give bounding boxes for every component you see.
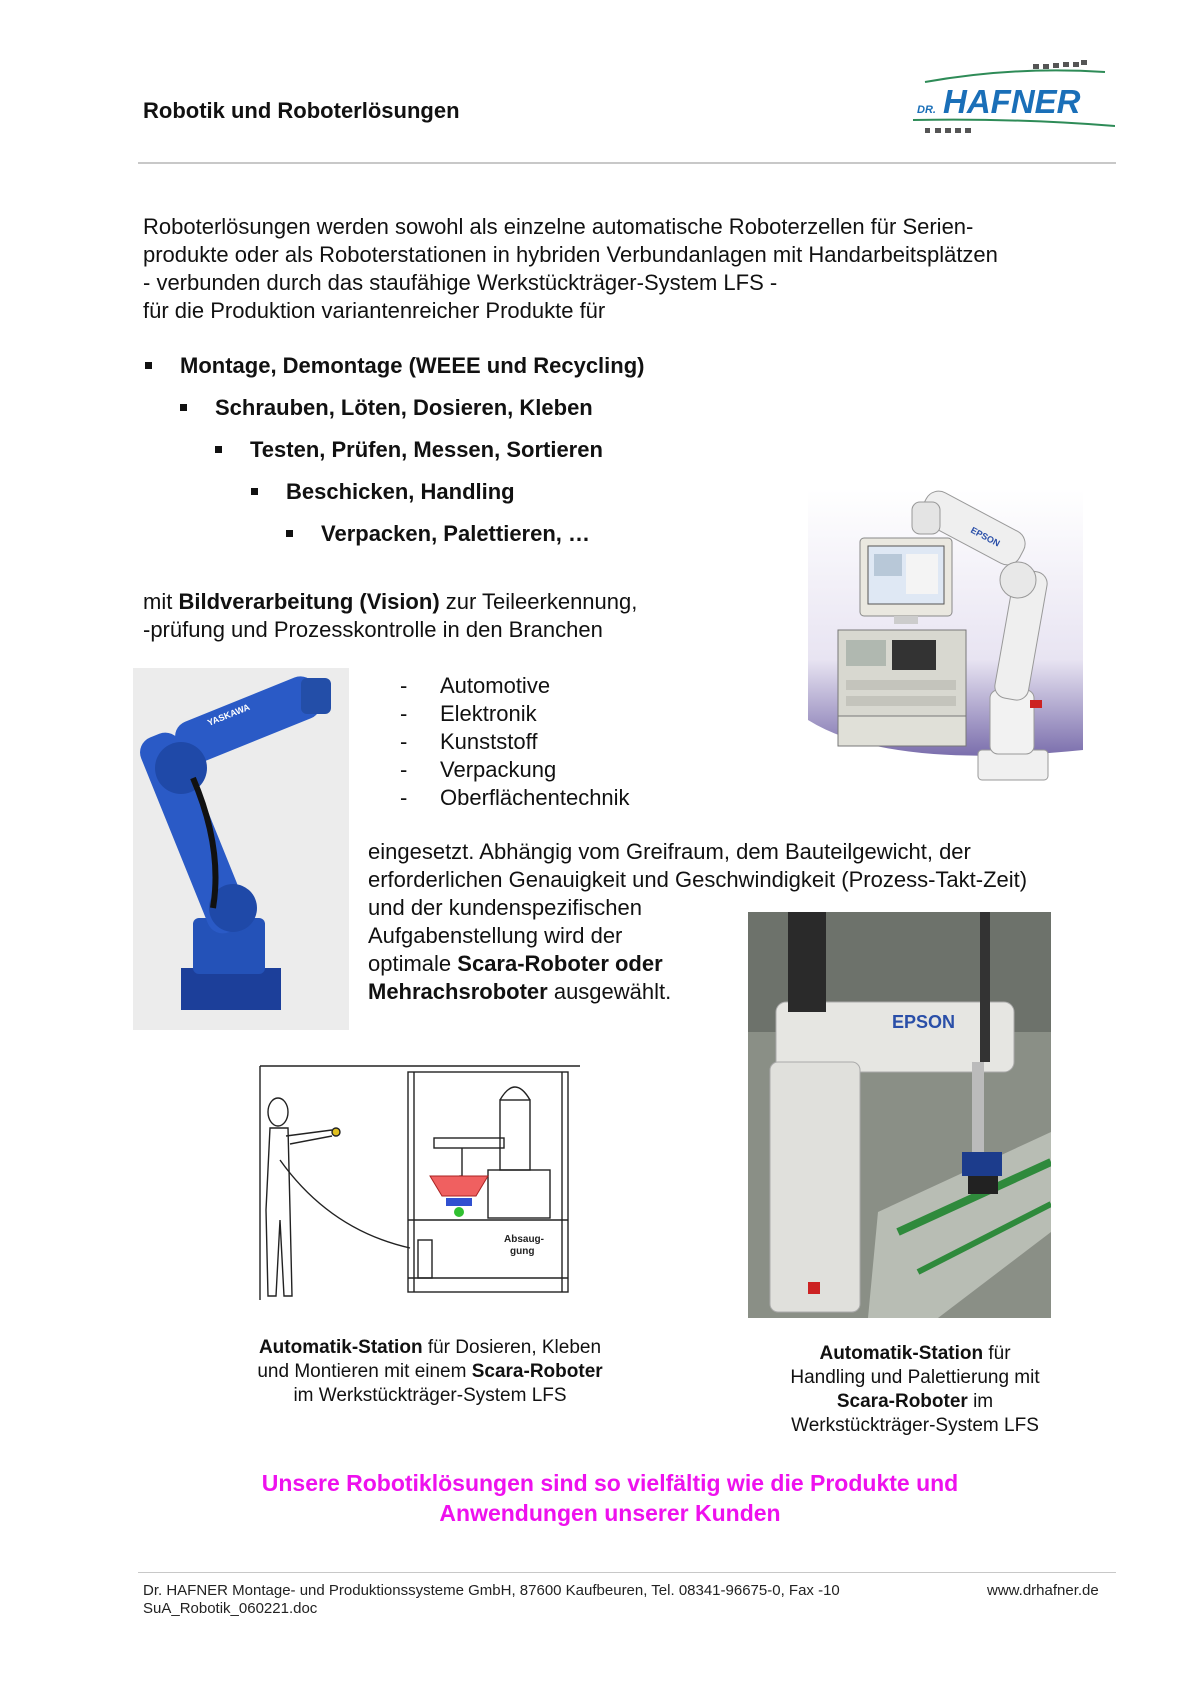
bullet-item: Montage, Demontage (WEEE und Recycling) (145, 353, 644, 379)
bullet-square-icon (215, 446, 222, 453)
vision-paragraph: mit Bildverarbeitung (Vision) zur Teileerkennung, -prüfung und Prozesskontrolle in den Branchen (143, 589, 638, 642)
photo-caption: Automatik-Station für Handling und Palettierung mit Scara-Roboter im Werkstückträger-System LFS (790, 1343, 1040, 1436)
scara-robot-photo (748, 912, 1051, 1318)
yaskawa-robot-image (133, 668, 349, 1030)
intro-line: - verbunden durch das staufähige Werkstückträger-System LFS - (143, 270, 778, 295)
footer-filename: SuA_Robotik_060221.doc (143, 1600, 318, 1617)
bullet-item: Testen, Prüfen, Messen, Sortieren (215, 437, 603, 463)
logo-prefix: DR. (917, 104, 936, 116)
tagline: Unsere Robotiklösungen sind so vielfältig wie die Produkte und Anwendungen unserer Kunden (261, 1470, 959, 1526)
drawing-label: Absaug- (504, 1234, 544, 1245)
bullet-square-icon (286, 530, 293, 537)
company-logo (905, 56, 1115, 140)
footer-divider (138, 1572, 1116, 1573)
bullet-square-icon (180, 404, 187, 411)
bullet-square-icon (251, 488, 258, 495)
station-line-drawing (250, 1060, 590, 1305)
header-divider (138, 162, 1116, 164)
selection-paragraph: eingesetzt. Abhängig vom Greifraum, dem Bauteilgewicht, der erforderlichen Genauigkeit und Geschwindigkeit (Prozess-Takt-Zeit) und der kundenspezifischen Aufgabenstellung wird der optimale Scara-Roboter oder Mehrachsroboter ausgewählt. (368, 839, 1028, 1004)
branch-item: - Automotive (400, 673, 551, 698)
logo-name: HAFNER (943, 83, 1081, 120)
intro-line: für die Produktion variantenreicher Produkte für (143, 298, 606, 323)
bullet-item: Beschicken, Handling (251, 479, 515, 505)
bullet-item: Verpacken, Palettieren, … (286, 521, 590, 547)
drawing-caption: Automatik-Station für Dosieren, Kleben und Montieren mit einem Scara-Roboter im Werkstückträger-System LFS (257, 1337, 603, 1406)
epson-vision-robot-image (808, 490, 1083, 798)
epson-scara-label: EPSON (892, 1012, 956, 1032)
branch-item: - Oberflächentechnik (400, 785, 630, 810)
branch-list (400, 672, 630, 812)
bullet-item: Schrauben, Löten, Dosieren, Kleben (180, 395, 593, 421)
yaskawa-label: YASKAWA (206, 701, 252, 728)
drawing-label: gung (510, 1246, 535, 1257)
branch-item: - Elektronik (400, 701, 537, 726)
bullet-square-icon (145, 362, 152, 369)
epson-arm-label: EPSON (969, 524, 1002, 549)
intro-line: produkte oder als Roboterstationen in hybriden Verbundanlagen mit Handarbeitsplätzen (143, 242, 998, 267)
branch-item: - Kunststoff (400, 729, 538, 754)
page-title: Robotik und Roboterlösungen (143, 98, 460, 123)
footer-url[interactable]: www.drhafner.de (987, 1582, 1099, 1599)
branch-item: - Verpackung (400, 757, 557, 782)
footer-company: Dr. HAFNER Montage- und Produktionssysteme GmbH, 87600 Kaufbeuren, Tel. 08341-96675-0, Fax -10 (143, 1582, 840, 1599)
intro-line: Roboterlösungen werden sowohl als einzelne automatische Roboterzellen für Serien- (143, 214, 974, 239)
intro-paragraph (143, 213, 1093, 325)
